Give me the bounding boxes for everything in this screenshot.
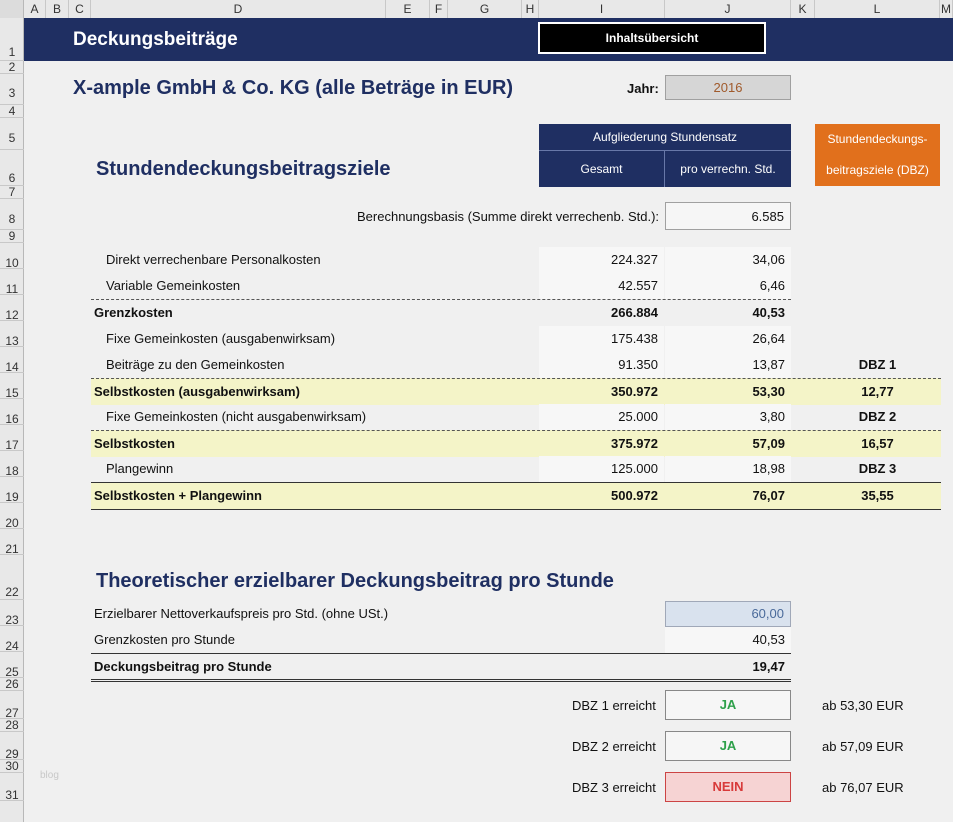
column-header-c[interactable]: C [69,0,91,18]
total-cell[interactable]: 91.350 [539,352,664,378]
section-title-contribution: Theoretischer erzielbarer Deckungsbeitrag pro Stunde [96,570,614,592]
total-column-header: Gesamt [539,150,665,187]
total-cell[interactable]: 375.972 [611,436,658,451]
row-label: Selbstkosten (ausgabenwirksam) [94,384,300,399]
dbz-cell[interactable] [815,300,940,326]
per-hour-column-header: pro verrechn. Std. [665,150,791,187]
row-header[interactable]: 20 [0,503,24,529]
dbz-cell[interactable] [815,273,940,299]
dbz-cell[interactable] [815,247,940,273]
dbz-cell[interactable]: DBZ 2 [858,409,897,424]
column-header-a[interactable]: A [24,0,46,18]
column-header-h[interactable]: H [522,0,539,18]
column-header-j[interactable]: J [665,0,791,18]
row-header[interactable]: 9 [0,230,24,243]
row-header[interactable]: 12 [0,295,24,321]
row-header[interactable]: 16 [0,399,24,425]
per-hour-cell[interactable]: 57,09 [752,436,785,451]
row-header[interactable]: 23 [0,600,24,626]
table-row [91,601,791,627]
column-header-d[interactable]: D [91,0,386,18]
total-cell[interactable]: 500.972 [611,488,658,503]
row-header[interactable]: 22 [0,555,24,600]
table-row [91,326,941,352]
total-cell[interactable]: 25.000 [539,404,664,430]
total-cell[interactable]: 175.438 [539,326,664,352]
row-header[interactable]: 31 [0,773,24,801]
table-row [91,482,941,510]
watermark: blog [40,770,59,781]
column-header-bar [0,0,953,19]
row-label: Grenzkosten [94,305,173,320]
row-header[interactable]: 25 [0,652,24,678]
basis-value[interactable]: 6.585 [665,202,791,230]
page-title: Deckungsbeiträge [73,29,238,50]
row-label: Variable Gemeinkosten [106,278,241,293]
row-header[interactable]: 17 [0,425,24,451]
status-label: DBZ 1 erreicht [572,698,656,713]
dbz-header-line2: beitragsziele (DBZ) [826,163,929,177]
per-hour-cell[interactable]: 40,53 [752,305,785,320]
row-header[interactable]: 5 [0,118,24,150]
row-label: Fixe Gemeinkosten (ausgabenwirksam) [106,331,336,346]
status-note: ab 57,09 EUR [822,739,904,754]
column-header-m[interactable]: M [941,2,951,16]
row-header[interactable]: 13 [0,321,24,347]
status-badge[interactable]: JA [665,731,791,761]
column-header-i[interactable]: I [539,0,665,18]
row-header[interactable]: 1 [0,18,24,61]
total-cell[interactable]: 350.972 [611,384,658,399]
per-hour-cell[interactable]: 53,30 [752,384,785,399]
row-label: Plangewinn [106,461,174,476]
per-hour-cell[interactable]: 6,46 [665,273,791,299]
value-cell[interactable]: 40,53 [665,627,791,653]
total-cell[interactable]: 224.327 [539,247,664,273]
table-row [91,404,941,430]
row-header[interactable]: 19 [0,477,24,503]
table-row [91,430,941,457]
table-row [91,456,941,482]
row-label: Selbstkosten + Plangewinn [94,488,262,503]
row-header[interactable]: 8 [0,199,24,230]
dbz-cell[interactable] [815,326,940,352]
dbz-column-header [815,124,940,186]
per-hour-cell[interactable]: 76,07 [752,488,785,503]
row-header[interactable]: 28 [0,719,24,732]
total-cell[interactable]: 266.884 [611,305,658,320]
row-header[interactable]: 26 [0,678,24,691]
row-header[interactable]: 4 [0,105,24,118]
column-header-f[interactable]: F [430,0,448,18]
status-note: ab 76,07 EUR [822,780,904,795]
total-cell[interactable]: 125.000 [539,456,664,482]
per-hour-cell[interactable]: 34,06 [665,247,791,273]
row-label: Fixe Gemeinkosten (nicht ausgabenwirksam) [106,409,367,424]
row-label: Deckungsbeitrag pro Stunde [94,659,272,674]
row-label: Erzielbarer Nettoverkaufspreis pro Std. (ohne USt.) [94,606,389,621]
price-input[interactable]: 60,00 [665,601,791,627]
status-badge[interactable]: JA [665,690,791,720]
row-header[interactable]: 6 [0,150,24,186]
per-hour-cell[interactable]: 3,80 [665,404,791,430]
column-header-g[interactable]: G [448,0,522,18]
table-row [91,273,941,299]
row-header[interactable]: 27 [0,691,24,719]
basis-label: Berechnungsbasis (Summe direkt verrechenb. Std.): [357,209,660,224]
overview-button[interactable]: Inhaltsübersicht [538,22,766,54]
per-hour-cell[interactable]: 26,64 [665,326,791,352]
column-header-e[interactable]: E [386,0,430,18]
table-row [91,627,791,653]
year-label: Jahr: [627,81,659,96]
row-header[interactable]: 29 [0,732,24,760]
column-header-b[interactable]: B [46,0,69,18]
value-cell[interactable]: 19,47 [752,659,785,674]
row-header[interactable]: 14 [0,347,24,373]
status-label: DBZ 2 erreicht [572,739,656,754]
dbz-cell[interactable]: 16,57 [861,436,894,451]
row-header[interactable]: 3 [0,74,24,105]
table-row [91,352,941,378]
dbz-cell[interactable]: DBZ 3 [858,461,897,476]
status-badge[interactable]: NEIN [665,772,791,802]
row-header[interactable]: 10 [0,243,24,269]
year-input[interactable]: 2016 [665,75,791,100]
row-header[interactable]: 2 [0,61,24,74]
dbz-cell[interactable]: 35,55 [861,488,894,503]
per-hour-cell[interactable]: 18,98 [665,456,791,482]
row-header[interactable]: 18 [0,451,24,477]
table-row [91,653,791,682]
table-row [91,299,791,326]
dbz-cell[interactable]: DBZ 1 [858,357,897,372]
dbz-header-line1: Stundendeckungs- [827,132,928,146]
status-label: DBZ 3 erreicht [572,780,656,795]
breakdown-header: Aufgliederung Stundensatz [539,124,791,150]
select-all-corner[interactable] [0,0,24,18]
row-label: Grenzkosten pro Stunde [94,632,235,647]
row-header[interactable]: 24 [0,626,24,652]
per-hour-cell[interactable]: 13,87 [665,352,791,378]
row-label: Direkt verrechenbare Personalkosten [106,252,321,267]
row-label: Selbstkosten [94,436,175,451]
total-cell[interactable]: 42.557 [539,273,664,299]
row-header[interactable]: 21 [0,529,24,555]
company-heading: X-ample GmbH & Co. KG (alle Beträge in EUR) [73,77,514,99]
table-row [91,378,941,405]
row-header[interactable]: 11 [0,269,24,295]
column-header-k[interactable]: K [791,0,815,18]
table-row [91,247,941,273]
dbz-cell[interactable]: 12,77 [861,384,894,399]
row-header[interactable]: 15 [0,373,24,399]
row-label: Beiträge zu den Gemeinkosten [106,357,285,372]
row-header[interactable]: 30 [0,760,24,773]
row-header[interactable]: 7 [0,186,24,199]
section-title-targets: Stundendeckungsbeitragsziele [96,158,391,180]
column-header-l[interactable]: L [815,0,940,18]
status-note: ab 53,30 EUR [822,698,904,713]
row-header-bar [0,18,24,822]
